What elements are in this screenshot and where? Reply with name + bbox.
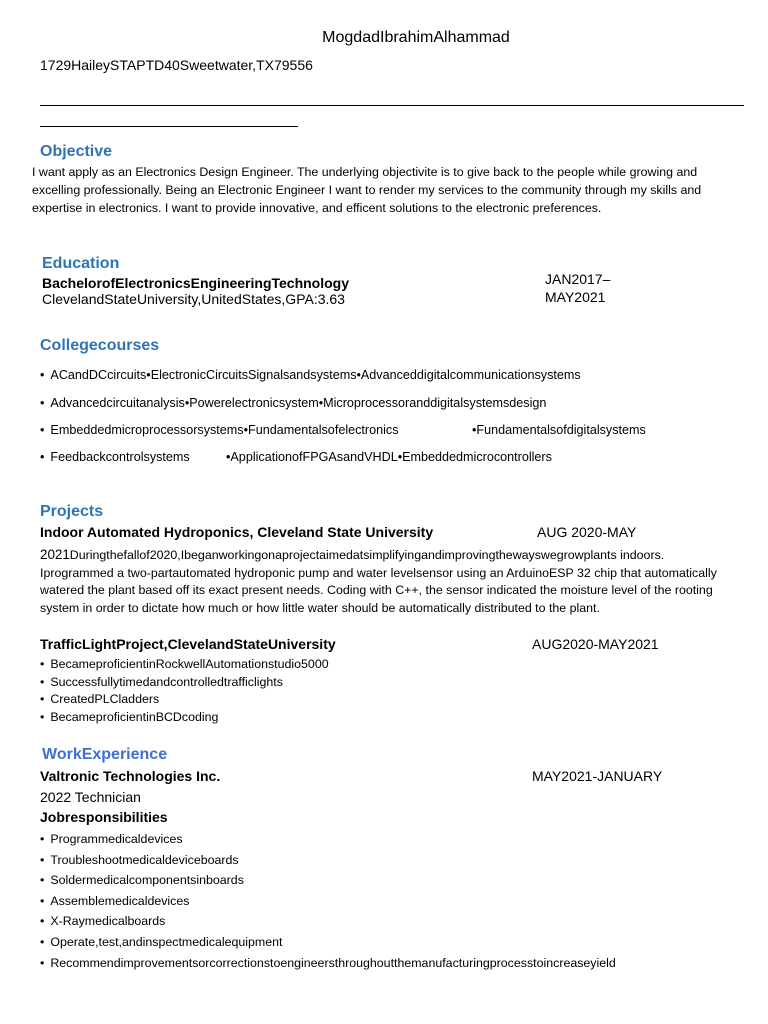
projects-heading: Projects	[40, 503, 104, 520]
list-item: • Operate,test,andinspectmedicalequipment	[40, 932, 616, 953]
project-title: Indoor Automated Hydroponics, Cleveland State University	[40, 524, 434, 540]
education-date-start: JAN2017–	[545, 271, 611, 287]
project-description	[40, 546, 720, 617]
responsibilities-list	[40, 829, 616, 973]
applicant-name: MogdadIbrahimAlhammad	[322, 29, 510, 46]
course-row: • Embeddedmicroprocessorsystems•Fundamentalsofelectronics	[40, 423, 399, 437]
list-item: • Recommendimprovementsorcorrectionstoengineersthroughoutthemanufacturingprocesstoincreaseyield	[40, 953, 616, 974]
courses-heading: Collegecourses	[40, 337, 160, 354]
project-bullet-list	[40, 656, 329, 726]
list-item: • Troubleshootmedicaldeviceboards	[40, 850, 616, 871]
education-degree: BachelorofElectronicsEngineeringTechnology	[42, 275, 350, 291]
list-item: • Successfullytimedandcontrolledtrafficlights	[40, 674, 329, 692]
list-item: • BecameproficientinBCDcoding	[40, 709, 329, 727]
course-row: • ACandDCcircuits•ElectronicCircuitsSignalsandsystems•Advanceddigitalcommunicationsystems	[40, 368, 581, 382]
course-row: • Advancedcircuitanalysis•Powerelectronicsystem•Microprocessoranddigitalsystemsdesign	[40, 396, 546, 410]
list-item: • Programmedicaldevices	[40, 829, 616, 850]
list-item: • BecameproficientinRockwellAutomationstudio5000	[40, 656, 329, 674]
project-description-text: Duringthefallof2020,Ibeganworkingonaprojectaimedatsimplifyingandimprovingthewayswegrowplants indoors. Iprogrammed a two-partautomated hydroponic pump and water levelsensor using an ArduinoESP 32 chip that automatically watered the plant based off its exact present needs. Coding with C++, the sensor indicated the moisture level of the rooting system in order to dictate how much or how little water should be automatically distributed to the plant.	[40, 548, 717, 615]
objective-text: I want apply as an Electronics Design Engineer. The underlying objectivite is to give back to the people while growing and excelling professionally. Being an Electronic Engineer I want to render my services to the community through my skills and expertise in electronics. I want to provide innovative, and efficent solutions to the electronic preferences.	[32, 165, 702, 215]
work-date: MAY2021-JANUARY	[532, 768, 663, 784]
applicant-address: 1729HaileySTAPTD40Sweetwater,TX79556	[40, 57, 313, 73]
course-row-extra: •ApplicationofFPGAsandVHDL•Embeddedmicrocontrollers	[226, 450, 552, 464]
work-company: Valtronic Technologies Inc.	[40, 768, 221, 784]
education-date-end: MAY2021	[545, 289, 606, 305]
course-row: • Feedbackcontrolsystems	[40, 450, 190, 464]
objective-heading: Objective	[40, 143, 113, 160]
project-date: AUG2020-MAY2021	[532, 636, 659, 652]
work-heading: WorkExperience	[42, 746, 168, 763]
education-school: ClevelandStateUniversity,UnitedStates,GPA:3.63	[42, 291, 345, 307]
project-title: TrafficLightProject,ClevelandStateUniversity	[40, 636, 336, 652]
header-divider-short	[40, 126, 298, 127]
project-date-continuation: 2021	[40, 547, 70, 562]
course-row-extra: •Fundamentalsofdigitalsystems	[472, 423, 646, 437]
project-date: AUG 2020-MAY	[537, 524, 637, 540]
work-role: 2022 Technician	[40, 789, 141, 805]
list-item: • Soldermedicalcomponentsinboards	[40, 870, 616, 891]
header-divider-long	[40, 105, 744, 106]
education-heading: Education	[42, 255, 120, 272]
responsibilities-heading: Jobresponsibilities	[40, 809, 168, 825]
list-item: • CreatedPLCladders	[40, 691, 329, 709]
list-item: • Assemblemedicaldevices	[40, 891, 616, 912]
list-item: • X-Raymedicalboards	[40, 911, 616, 932]
